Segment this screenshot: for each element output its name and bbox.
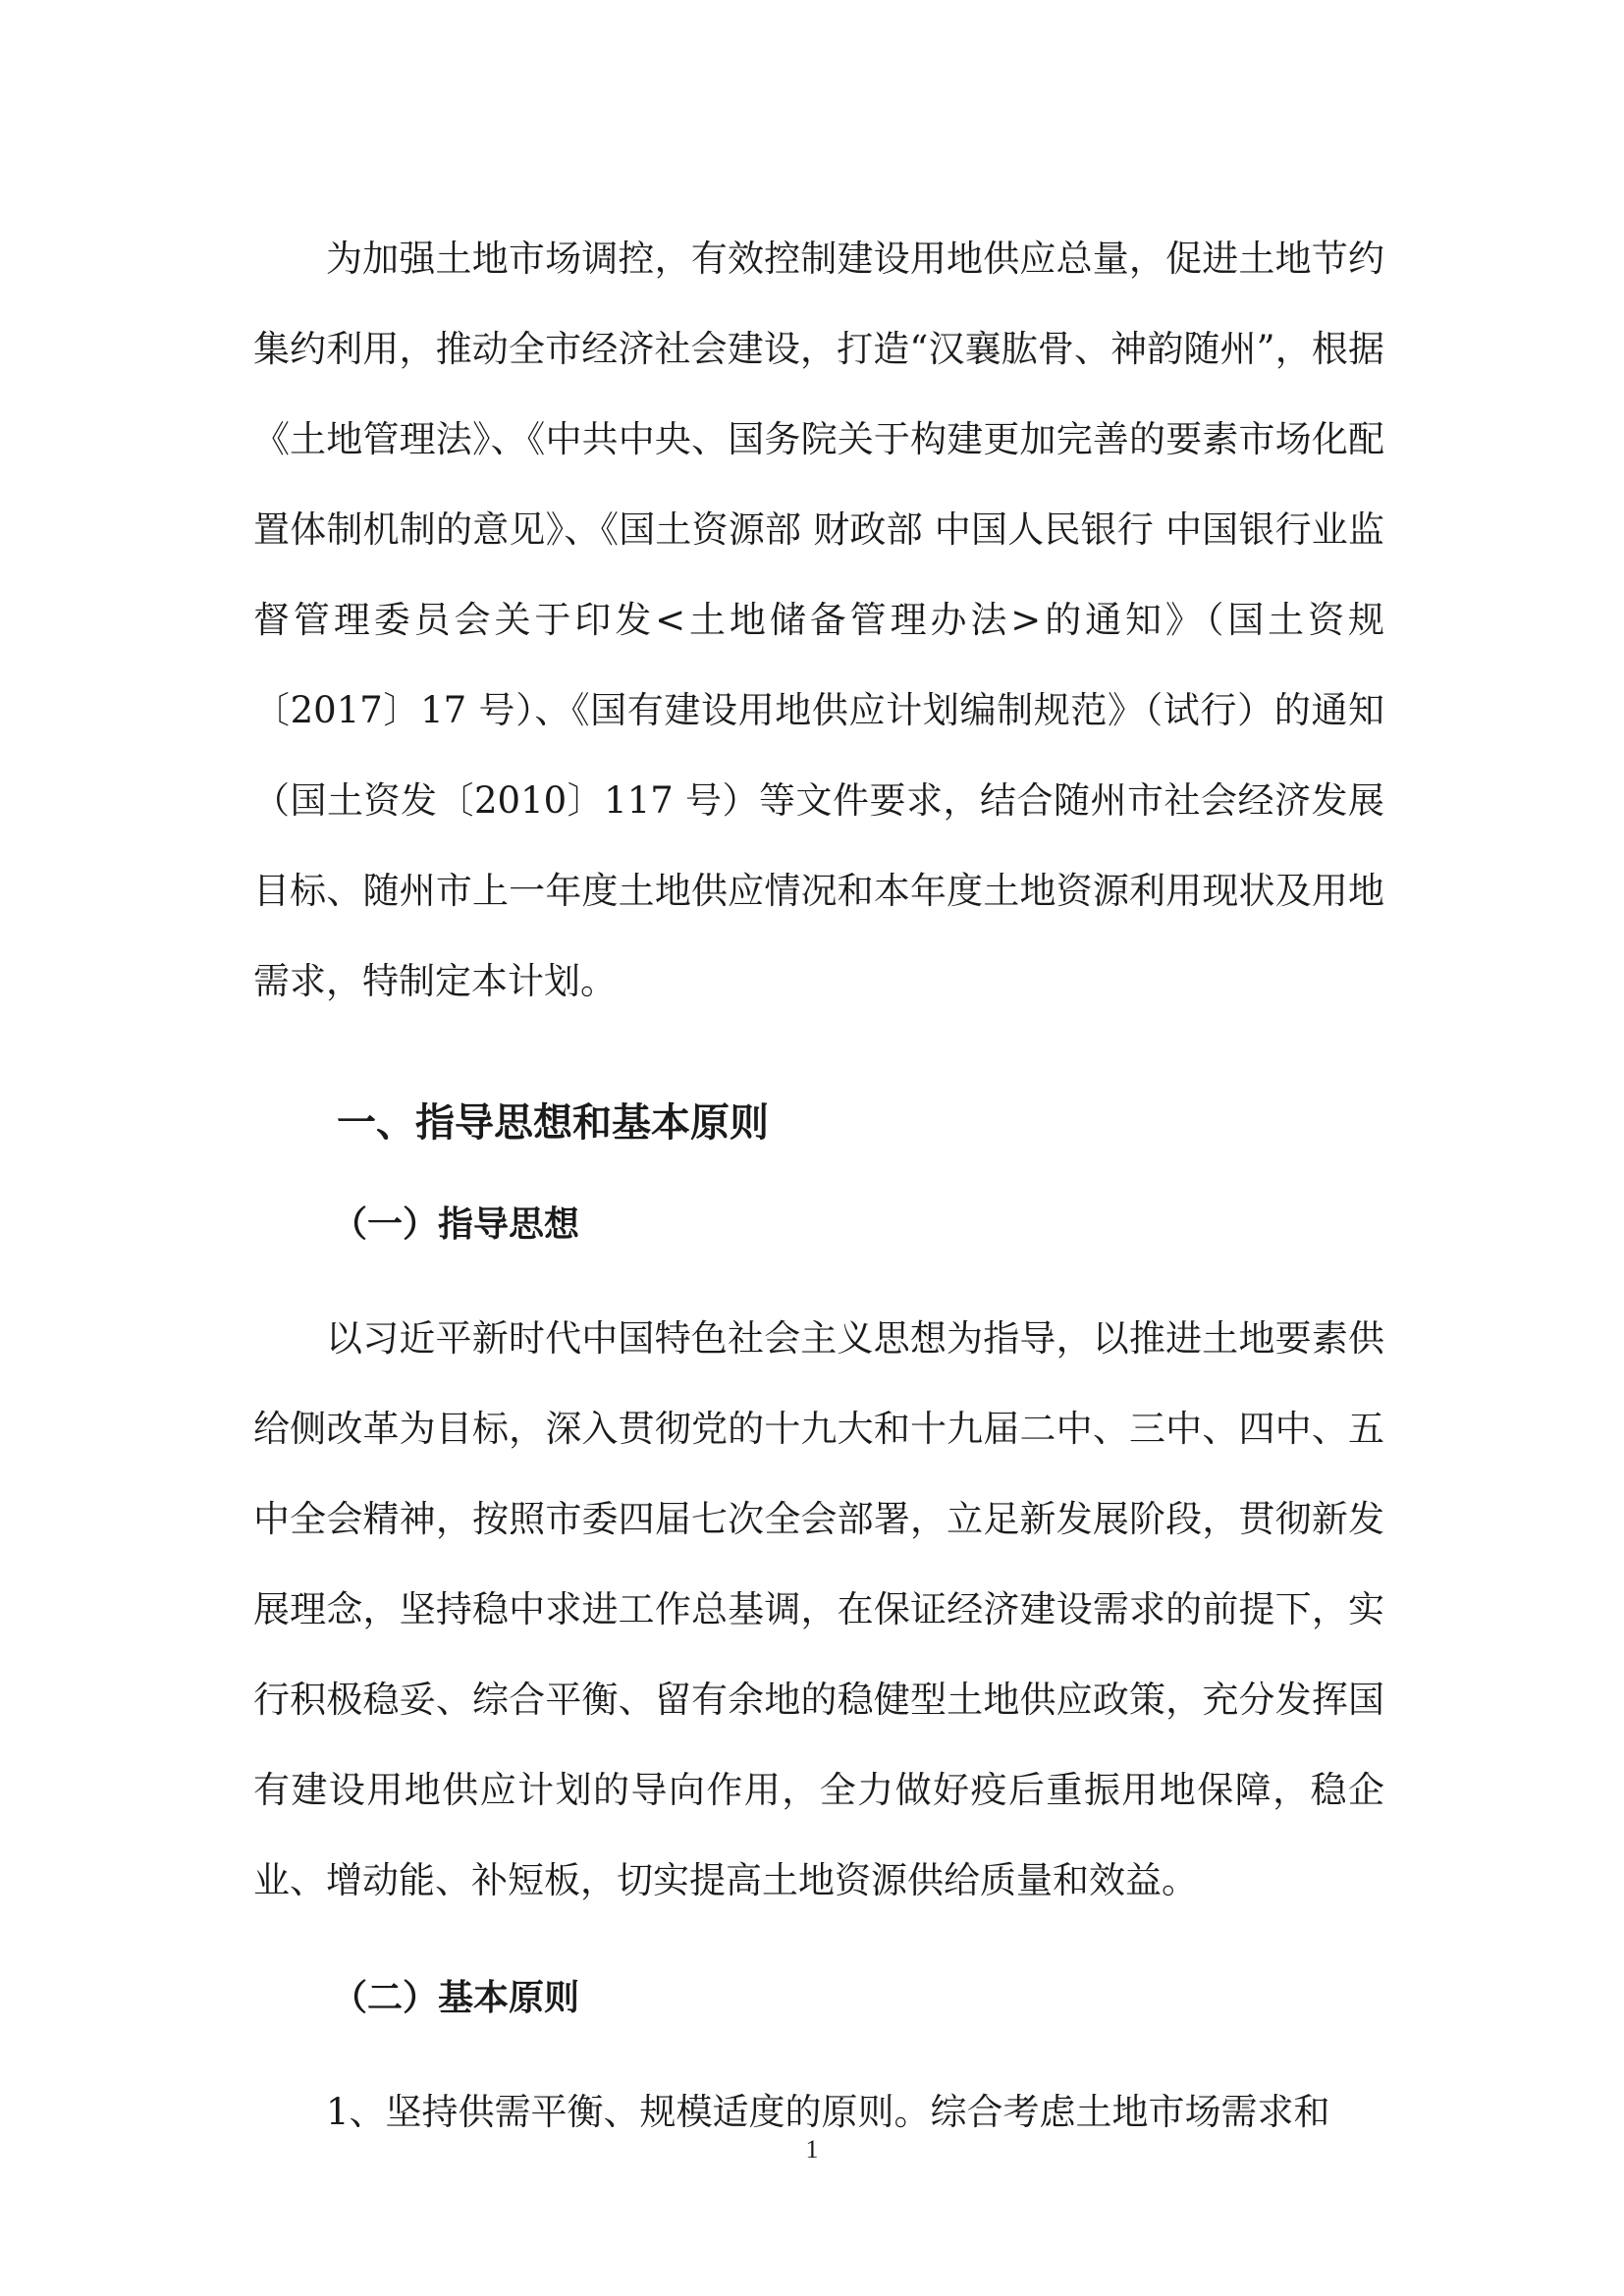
guiding-ideology-paragraph: 以习近平新时代中国特色社会主义思想为指导，以推进土地要素供给侧改革为目标，深入贯彻党的十九大和十九届二中、三中、四中、五中全会精神，按照市委四届七次全会部署，立足新发展阶段，贯彻新发展理念，坚持稳中求进工作总基调，在保证经济建设需求的前提下，实行积极稳妥、综合平衡、留有余地的稳健型土地供应政策，充分发挥国有建设用地供应计划的导向作用，全力做好疫后重振用地保障，稳企业、增动能、补短板，切实提高土地资源供给质量和效益。	[253, 1317, 1384, 1901]
basic-principles-paragraph: 1、坚持供需平衡、规模适度的原则。综合考虑土地市场需求和	[326, 2091, 1330, 2133]
intro-paragraph: 为加强土地市场调控，有效控制建设用地供应总量，促进土地节约集约利用，推动全市经济社会建设，打造“汉襄肱骨、神韵随州”，根据《土地管理法》、《中共中央、国务院关于构建更加完善的要素市场化配置体制机制的意见》、《国土资源部 财政部 中国人民银行 中国银行业监督管理委员会关于印发<土地储备管理办法>的通知》（国土资规〔2017〕17 号）、《国有建设用地供应计划编制规范》（试行）的通知（国土资发〔2010〕117 号）等文件要求，结合随州市社会经济发展目标、随州市上一年度土地供应情况和本年度土地资源利用现状及用地需求，特制定本计划。	[253, 238, 1384, 1002]
page-number: 1	[805, 2135, 819, 2163]
document-body	[253, 214, 1384, 2158]
subsection-heading-guiding-ideology: （一）指导思想	[332, 1204, 580, 1245]
subsection-heading-basic-principles: （二）基本原则	[332, 1978, 580, 2018]
section-heading-guiding-principles: 一、指导思想和基本原则	[337, 1100, 769, 1146]
